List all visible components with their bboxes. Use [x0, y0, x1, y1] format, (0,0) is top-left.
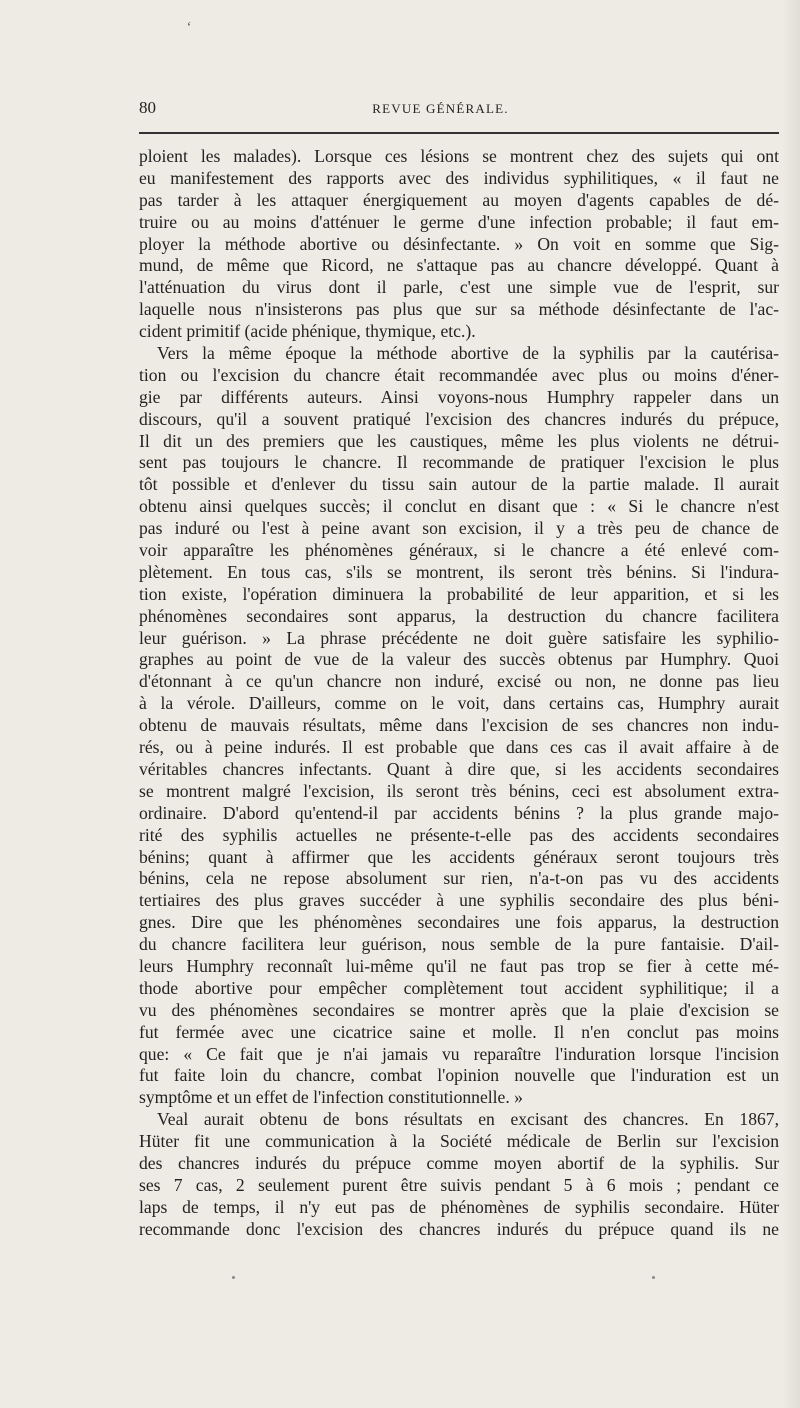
text-line: thode abortive pour empêcher complètement tout accident syphilitique; il a — [139, 977, 779, 998]
text-line: Vers la même époque la méthode abortive de la syphilis par la cautérisa- — [157, 343, 779, 364]
text-line: bénins, cela ne repose absolument sur rien, n'a-t-on pas vu des accidents — [139, 868, 779, 889]
text-line: Veal aurait obtenu de bons résultats en excisant des chancres. En 1867, — [157, 1109, 779, 1130]
text-line: vu des phénomènes secondaires se montrer après que la plaie d'excision se — [139, 999, 779, 1020]
text-line: pas tarder à les attaquer énergiquement au moyen d'agents capables de dé- — [139, 189, 779, 210]
page-edge-shadow — [782, 0, 800, 1408]
text-line: tion ou l'excision du chancre était recommandée avec plus ou moins d'éner- — [139, 364, 779, 385]
text-line: tion existe, l'opération diminuera la probabilité de leur apparition, et si les — [139, 583, 779, 604]
text-line: tôt possible et d'enlever du tissu sain autour de la partie malade. Il aurait — [139, 474, 779, 495]
text-line: d'étonnant à ce qu'un chancre non induré, excisé ou non, ne donne pas lieu — [139, 671, 779, 692]
text-line: mund, de même que Ricord, ne s'attaque pas au chancre développé. Quant à — [139, 255, 779, 276]
header-rule — [139, 132, 779, 134]
text-line: voir apparaître les phénomènes généraux, si le chancre a été enlevé com- — [139, 540, 779, 561]
text-line: gie par différents auteurs. Ainsi voyons-nous Humphry rappeler dans un — [139, 386, 779, 407]
text-line: cident primitif (acide phénique, thymique, etc.). — [139, 321, 476, 342]
page-number: 80 — [139, 98, 156, 117]
text-line: obtenu ainsi quelques succès; il conclut en disant que : « Si le chancre n'est — [139, 496, 779, 517]
stray-ink-mark: ʻ — [186, 20, 191, 35]
text-line: que: « Ce fait que je n'ai jamais vu reparaître l'induration lorsque l'incision — [139, 1043, 779, 1064]
text-line: eu manifestement des rapports avec des individus syphilitiques, « il faut ne — [139, 167, 779, 188]
text-line: gnes. Dire que les phénomènes secondaires une fois apparus, la destruction — [139, 912, 779, 933]
text-line: laquelle nous n'insisterons pas plus que sur sa méthode désinfectante de l'ac- — [139, 299, 779, 320]
text-line: ses 7 cas, 2 seulement purent être suivis pendant 5 à 6 mois ; pendant ce — [139, 1174, 779, 1195]
text-line: ploient les malades). Lorsque ces lésions se montrent chez des sujets qui ont — [139, 146, 779, 166]
text-line: véritables chancres infectants. Quant à dire que, si les accidents secondaires — [139, 758, 779, 779]
text-line: truire ou au moins d'atténuer le germe d'une infection probable; il faut em- — [139, 211, 779, 232]
text-line: Hüter fit une communication à la Société médicale de Berlin sur l'excision — [139, 1131, 779, 1152]
paper-speck — [232, 1276, 235, 1279]
text-line: fut fermée avec une cicatrice saine et molle. Il n'en conclut pas moins — [139, 1021, 779, 1042]
text-line: rés, ou à peine indurés. Il est probable que dans ces cas il avait affaire à de — [139, 737, 779, 758]
text-line: sent pas toujours le chancre. Il recommande de pratiquer l'excision le plus — [139, 452, 779, 473]
text-line: symptôme et un effet de l'infection constitutionnelle. » — [139, 1087, 523, 1108]
text-line: phénomènes secondaires sont apparus, la destruction du chancre facilitera — [139, 605, 779, 626]
paper-speck — [652, 1276, 655, 1279]
text-line: fut faite loin du chancre, combat l'opinion nouvelle que l'induration est un — [139, 1065, 779, 1086]
page-header — [139, 98, 782, 122]
text-line: laps de temps, il n'y eut pas de phénomènes de syphilis secondaire. Hüter — [139, 1196, 779, 1217]
text-line: des chancres indurés du prépuce comme moyen abortif de la syphilis. Sur — [139, 1152, 779, 1173]
text-line: tertiaires des plus graves succéder à une syphilis secondaire des plus béni- — [139, 890, 779, 911]
text-line: discours, qu'il a souvent pratiqué l'excision des chancres indurés du prépuce, — [139, 408, 779, 429]
text-line: l'atténuation du virus dont il parle, c'est une simple vue de l'esprit, sur — [139, 277, 779, 298]
text-line: rité des syphilis actuelles ne présente-t-elle pas des accidents secondaires — [139, 824, 779, 845]
text-line: bénins; quant à affirmer que les accidents généraux seront toujours très — [139, 846, 779, 867]
text-line: obtenu de mauvais résultats, même dans l'excision de ses chancres non indu- — [139, 715, 779, 736]
text-line: leurs Humphry reconnaît lui-même qu'il ne faut pas trop se fier à cette mé- — [139, 955, 779, 976]
text-line: graphes au point de vue de la valeur des succès obtenus par Humphry. Quoi — [139, 649, 779, 670]
text-line: ordinaire. D'abord qu'entend-il par accidents bénins ? la plus grande majo- — [139, 802, 779, 823]
text-line: du chancre facilitera leur guérison, nous semble de la pure fantaisie. D'ail- — [139, 934, 779, 955]
text-line: recommande donc l'excision des chancres indurés du prépuce quand ils ne — [139, 1218, 779, 1239]
text-line: leur guérison. » La phrase précédente ne doit guère satisfaire les syphilio- — [139, 627, 779, 648]
text-line: se montrent malgré l'excision, ils seront très bénins, ceci est absolument extra- — [139, 780, 779, 801]
text-line: ployer la méthode abortive ou désinfectante. » On voit en somme que Sig- — [139, 233, 779, 254]
text-line: à la vérole. D'ailleurs, comme on le voit, dans certains cas, Humphry aurait — [139, 693, 779, 714]
text-line: Il dit un des premiers que les caustiques, même les plus violents ne détrui- — [139, 430, 779, 451]
text-line: pas induré ou l'est à peine avant son excision, il y a très peu de chance de — [139, 518, 779, 539]
running-title: REVUE GÉNÉRALE. — [372, 101, 509, 116]
text-line: plètement. En tous cas, s'ils se montrent, ils seront très bénins. Si l'indura- — [139, 561, 779, 582]
body-text — [139, 146, 779, 1241]
